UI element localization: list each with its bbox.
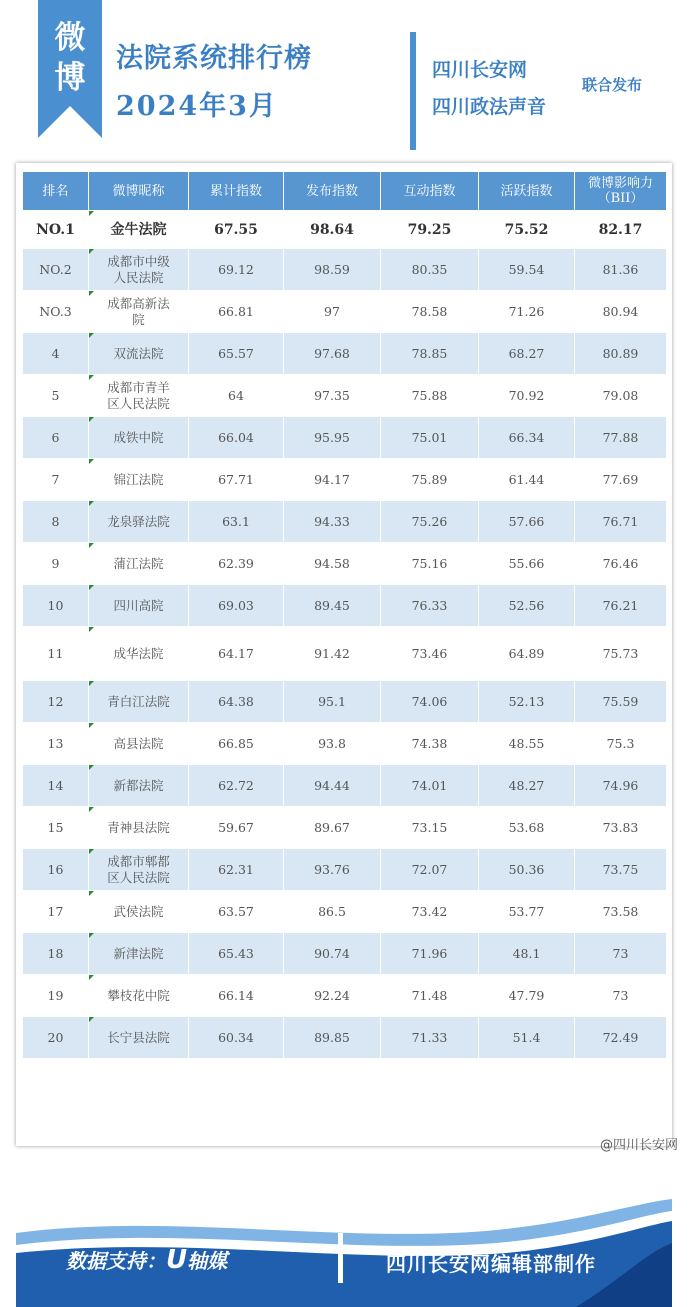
interact-index-cell: 73.42: [381, 891, 479, 933]
publish-index-cell: 97.35: [284, 375, 381, 417]
bii-cell: 79.08: [575, 375, 667, 417]
publish-index-cell: 89.45: [284, 585, 381, 627]
nickname-cell: 青白江法院: [89, 681, 189, 723]
table-row: [23, 333, 667, 375]
interact-index-cell: 73.15: [381, 807, 479, 849]
nickname-cell: 新都法院: [89, 765, 189, 807]
total-index-cell: 67.71: [189, 459, 284, 501]
total-index-cell: 66.85: [189, 723, 284, 765]
footer-banner: [16, 1203, 672, 1307]
table-row: [23, 849, 667, 891]
total-index-cell: 64.38: [189, 681, 284, 723]
nickname-cell: 四川高院: [89, 585, 189, 627]
total-index-cell: 64.17: [189, 627, 284, 681]
nickname-cell: 成华法院: [89, 627, 189, 681]
publish-index-cell: 94.58: [284, 543, 381, 585]
publish-index-cell: 89.67: [284, 807, 381, 849]
data-support-name: 轴媒: [187, 1249, 228, 1273]
table-row: [23, 723, 667, 765]
bii-cell: 73.83: [575, 807, 667, 849]
weibo-badge-text: [38, 18, 102, 98]
producer-credit: 四川长安网编辑部制作: [386, 1252, 596, 1276]
data-support: [66, 1245, 227, 1275]
table-header-row: [23, 172, 667, 211]
active-index-cell: 59.54: [479, 249, 575, 291]
rank-cell: NO.1: [23, 211, 89, 249]
page-subtitle-date: 2024年3月: [116, 91, 278, 122]
total-index-cell: 62.31: [189, 849, 284, 891]
bii-cell: 80.94: [575, 291, 667, 333]
interact-index-cell: 76.33: [381, 585, 479, 627]
interact-index-cell: 75.88: [381, 375, 479, 417]
active-index-cell: 47.79: [479, 975, 575, 1017]
rank-cell: 9: [23, 543, 89, 585]
table-row: [23, 585, 667, 627]
header-divider: [410, 32, 416, 150]
active-index-cell: 53.77: [479, 891, 575, 933]
rank-cell: 15: [23, 807, 89, 849]
bii-cell: 73.75: [575, 849, 667, 891]
interact-index-cell: 78.85: [381, 333, 479, 375]
publish-index-cell: 94.17: [284, 459, 381, 501]
interact-index-cell: 74.06: [381, 681, 479, 723]
total-index-cell: 65.57: [189, 333, 284, 375]
active-index-cell: 48.1: [479, 933, 575, 975]
col-bii-sub: （BII）: [597, 191, 644, 206]
table-row: [23, 291, 667, 333]
publish-index-cell: 95.95: [284, 417, 381, 459]
active-index-cell: 68.27: [479, 333, 575, 375]
bii-cell: 80.89: [575, 333, 667, 375]
footer-divider: [338, 1233, 343, 1283]
rank-cell: 7: [23, 459, 89, 501]
total-index-cell: 69.03: [189, 585, 284, 627]
table-row: [23, 681, 667, 723]
nickname-cell: 武侯法院: [89, 891, 189, 933]
publisher-1: 四川长安网: [432, 59, 528, 81]
total-index-cell: 62.72: [189, 765, 284, 807]
col-bii-label: 微博影响力: [587, 176, 653, 191]
total-index-cell: 60.34: [189, 1017, 284, 1059]
bii-cell: 77.69: [575, 459, 667, 501]
nickname-cell: 青神县法院: [89, 807, 189, 849]
publish-index-cell: 91.42: [284, 627, 381, 681]
rank-cell: 20: [23, 1017, 89, 1059]
rank-cell: 19: [23, 975, 89, 1017]
active-index-cell: 50.36: [479, 849, 575, 891]
publish-index-cell: 98.64: [284, 211, 381, 249]
col-publish-index: 发布指数: [284, 172, 381, 211]
bii-cell: 72.49: [575, 1017, 667, 1059]
table-row: [23, 417, 667, 459]
total-index-cell: 66.81: [189, 291, 284, 333]
bii-cell: 75.59: [575, 681, 667, 723]
data-support-label: 数据支持：: [66, 1249, 166, 1273]
publish-index-cell: 92.24: [284, 975, 381, 1017]
rank-cell: NO.2: [23, 249, 89, 291]
publish-index-cell: 89.85: [284, 1017, 381, 1059]
bii-cell: 76.21: [575, 585, 667, 627]
rank-cell: 13: [23, 723, 89, 765]
total-index-cell: 63.57: [189, 891, 284, 933]
publish-index-cell: 97.68: [284, 333, 381, 375]
active-index-cell: 48.55: [479, 723, 575, 765]
total-index-cell: 65.43: [189, 933, 284, 975]
publish-index-cell: 90.74: [284, 933, 381, 975]
interact-index-cell: 73.46: [381, 627, 479, 681]
total-index-cell: 66.14: [189, 975, 284, 1017]
publish-index-cell: 95.1: [284, 681, 381, 723]
active-index-cell: 64.89: [479, 627, 575, 681]
active-index-cell: 51.4: [479, 1017, 575, 1059]
active-index-cell: 70.92: [479, 375, 575, 417]
publish-index-cell: 94.33: [284, 501, 381, 543]
interact-index-cell: 74.01: [381, 765, 479, 807]
nickname-cell: 金牛法院: [89, 211, 189, 249]
bii-cell: 73.58: [575, 891, 667, 933]
total-index-cell: 67.55: [189, 211, 284, 249]
publish-index-cell: 93.8: [284, 723, 381, 765]
rank-cell: 12: [23, 681, 89, 723]
publish-index-cell: 98.59: [284, 249, 381, 291]
table-row: [23, 933, 667, 975]
active-index-cell: 52.56: [479, 585, 575, 627]
weibo-badge-char-1: 微: [54, 20, 86, 56]
rank-cell: 16: [23, 849, 89, 891]
table-row: [23, 627, 667, 681]
bii-cell: 75.73: [575, 627, 667, 681]
weibo-badge-char-2: 博: [54, 60, 86, 96]
col-nickname: 微博昵称: [89, 172, 189, 211]
nickname-cell: 成都高新法院: [89, 291, 189, 333]
ranking-table-body: [23, 211, 667, 1059]
active-index-cell: 48.27: [479, 765, 575, 807]
interact-index-cell: 75.89: [381, 459, 479, 501]
publish-index-cell: 94.44: [284, 765, 381, 807]
rank-cell: NO.3: [23, 291, 89, 333]
publish-index-cell: 86.5: [284, 891, 381, 933]
nickname-cell: 蒲江法院: [89, 543, 189, 585]
total-index-cell: 62.39: [189, 543, 284, 585]
col-total-index: 累计指数: [189, 172, 284, 211]
nickname-cell: 新津法院: [89, 933, 189, 975]
active-index-cell: 71.26: [479, 291, 575, 333]
rank-cell: 5: [23, 375, 89, 417]
table-row: [23, 1017, 667, 1059]
rank-cell: 4: [23, 333, 89, 375]
active-index-cell: 52.13: [479, 681, 575, 723]
table-row: [23, 975, 667, 1017]
table-row: [23, 543, 667, 585]
bii-cell: 74.96: [575, 765, 667, 807]
interact-index-cell: 75.16: [381, 543, 479, 585]
table-row: [23, 375, 667, 417]
nickname-cell: 高县法院: [89, 723, 189, 765]
table-row: [23, 891, 667, 933]
bii-cell: 76.46: [575, 543, 667, 585]
table-row: [23, 807, 667, 849]
total-index-cell: 64: [189, 375, 284, 417]
zhoumei-logo-icon: U: [166, 1245, 188, 1275]
ranking-card: [16, 163, 672, 1276]
nickname-cell: 成都市中级人民法院: [89, 249, 189, 291]
rank-cell: 6: [23, 417, 89, 459]
publish-index-cell: 97: [284, 291, 381, 333]
interact-index-cell: 75.01: [381, 417, 479, 459]
col-rank: 排名: [23, 172, 89, 211]
active-index-cell: 75.52: [479, 211, 575, 249]
table-row: [23, 249, 667, 291]
nickname-cell: 成铁中院: [89, 417, 189, 459]
bii-cell: 73: [575, 975, 667, 1017]
active-index-cell: 53.68: [479, 807, 575, 849]
interact-index-cell: 72.07: [381, 849, 479, 891]
rank-cell: 10: [23, 585, 89, 627]
interact-index-cell: 71.96: [381, 933, 479, 975]
publish-index-cell: 93.76: [284, 849, 381, 891]
nickname-cell: 成都市郫都区人民法院: [89, 849, 189, 891]
rank-cell: 14: [23, 765, 89, 807]
interact-index-cell: 74.38: [381, 723, 479, 765]
nickname-cell: 双流法院: [89, 333, 189, 375]
interact-index-cell: 80.35: [381, 249, 479, 291]
rank-cell: 8: [23, 501, 89, 543]
col-interact-index: 互动指数: [381, 172, 479, 211]
bii-cell: 82.17: [575, 211, 667, 249]
bii-cell: 76.71: [575, 501, 667, 543]
total-index-cell: 69.12: [189, 249, 284, 291]
publisher-note: 联合发布: [582, 76, 643, 94]
interact-index-cell: 79.25: [381, 211, 479, 249]
rank-cell: 11: [23, 627, 89, 681]
page-title: 法院系统排行榜: [116, 43, 312, 74]
bii-cell: 81.36: [575, 249, 667, 291]
bii-cell: 73: [575, 933, 667, 975]
active-index-cell: 55.66: [479, 543, 575, 585]
total-index-cell: 59.67: [189, 807, 284, 849]
publisher-2: 四川政法声音: [432, 96, 547, 118]
nickname-cell: 成都市青羊区人民法院: [89, 375, 189, 417]
interact-index-cell: 71.48: [381, 975, 479, 1017]
nickname-cell: 长宁县法院: [89, 1017, 189, 1059]
table-row: [23, 459, 667, 501]
rank-cell: 18: [23, 933, 89, 975]
total-index-cell: 63.1: [189, 501, 284, 543]
ranking-table: [22, 171, 667, 1059]
col-bii: [575, 172, 667, 211]
nickname-cell: 锦江法院: [89, 459, 189, 501]
interact-index-cell: 71.33: [381, 1017, 479, 1059]
weibo-watermark: @四川长安网: [599, 1138, 678, 1153]
total-index-cell: 66.04: [189, 417, 284, 459]
interact-index-cell: 75.26: [381, 501, 479, 543]
col-active-index: 活跃指数: [479, 172, 575, 211]
bii-cell: 77.88: [575, 417, 667, 459]
bii-cell: 75.3: [575, 723, 667, 765]
active-index-cell: 66.34: [479, 417, 575, 459]
rank-cell: 17: [23, 891, 89, 933]
table-row: [23, 765, 667, 807]
active-index-cell: 57.66: [479, 501, 575, 543]
active-index-cell: 61.44: [479, 459, 575, 501]
weibo-badge-notch: [38, 106, 102, 138]
nickname-cell: 攀枝花中院: [89, 975, 189, 1017]
table-row: [23, 211, 667, 249]
table-row: [23, 501, 667, 543]
interact-index-cell: 78.58: [381, 291, 479, 333]
nickname-cell: 龙泉驿法院: [89, 501, 189, 543]
